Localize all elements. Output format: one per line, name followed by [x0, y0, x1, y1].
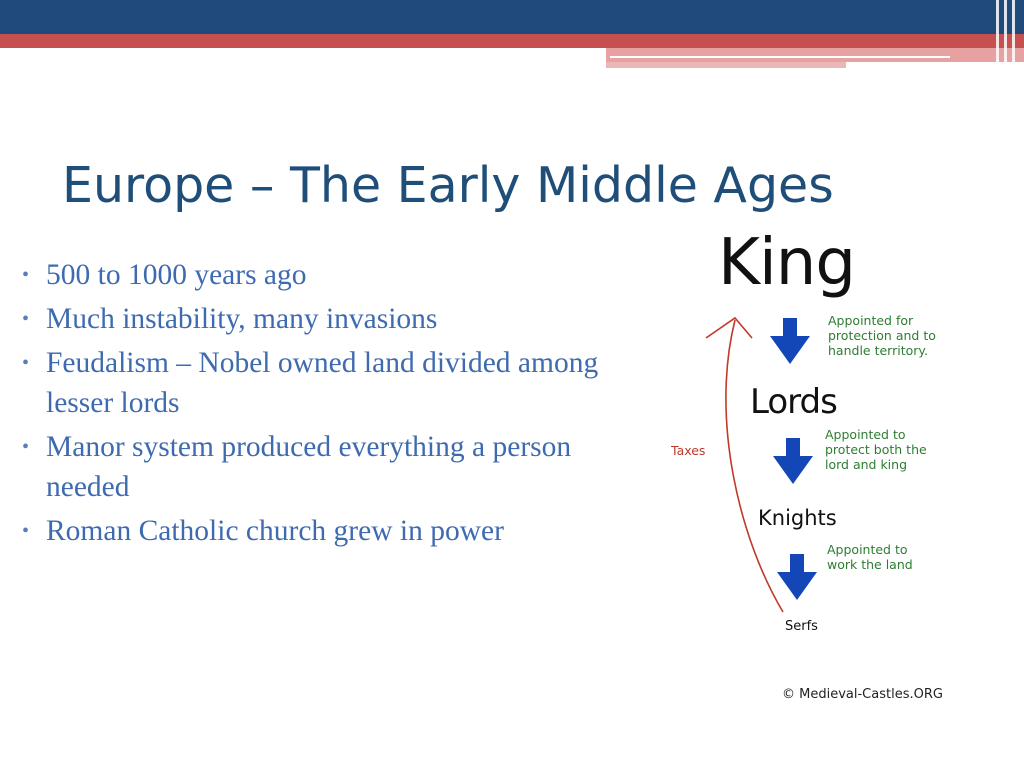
header-accent-line: [996, 0, 999, 68]
taxes-arrowhead-icon: [706, 318, 752, 338]
bullet-icon: •: [22, 308, 30, 330]
bullet-icon: •: [22, 352, 30, 374]
bullet-list: [22, 255, 602, 555]
down-arrow-icon: [773, 438, 813, 484]
level-king: King: [718, 226, 855, 300]
note-king-to-lords: Appointed for protection and to handle territory.: [828, 313, 936, 358]
slide-title: Europe – The Early Middle Ages: [62, 157, 834, 214]
header-thin-line: [610, 56, 950, 58]
level-lords: Lords: [750, 382, 837, 422]
bullet-icon: •: [22, 436, 30, 458]
note-lords-to-knights: Appointed to protect both the lord and king: [825, 427, 927, 472]
bullet-item: [22, 343, 602, 423]
header-accent-line: [1004, 0, 1007, 68]
bullet-item: [22, 427, 602, 507]
bullet-text: Feudalism – Nobel owned land divided among lesser lords: [46, 347, 599, 419]
bullet-icon: •: [22, 264, 30, 286]
down-arrow-icon: [770, 318, 810, 364]
feudal-hierarchy-diagram: [640, 220, 1024, 720]
bullet-text: Manor system produced everything a person needed: [46, 431, 572, 503]
copyright-text: © Medieval-Castles.ORG: [782, 687, 943, 702]
bullet-text: Roman Catholic church grew in power: [46, 515, 504, 547]
bullet-item: [22, 255, 602, 295]
bullet-text: 500 to 1000 years ago: [46, 259, 307, 291]
header-accent-line: [1012, 0, 1015, 68]
taxes-label: Taxes: [671, 443, 706, 458]
taxes-arrow-line: [726, 320, 783, 612]
header-bar: [0, 0, 1024, 34]
header-stripe-red: [0, 34, 1024, 48]
header-stripe-pink: [606, 48, 1024, 62]
header-stripe-pink-lower: [606, 62, 846, 68]
bullet-text: Much instability, many invasions: [46, 303, 438, 335]
down-arrow-icon: [777, 554, 817, 600]
bullet-icon: •: [22, 520, 30, 542]
bullet-item: [22, 511, 602, 551]
bullet-item: [22, 299, 602, 339]
note-knights-to-serfs: Appointed to work the land: [827, 542, 913, 572]
level-knights: Knights: [758, 506, 837, 530]
level-serfs: Serfs: [785, 619, 818, 634]
